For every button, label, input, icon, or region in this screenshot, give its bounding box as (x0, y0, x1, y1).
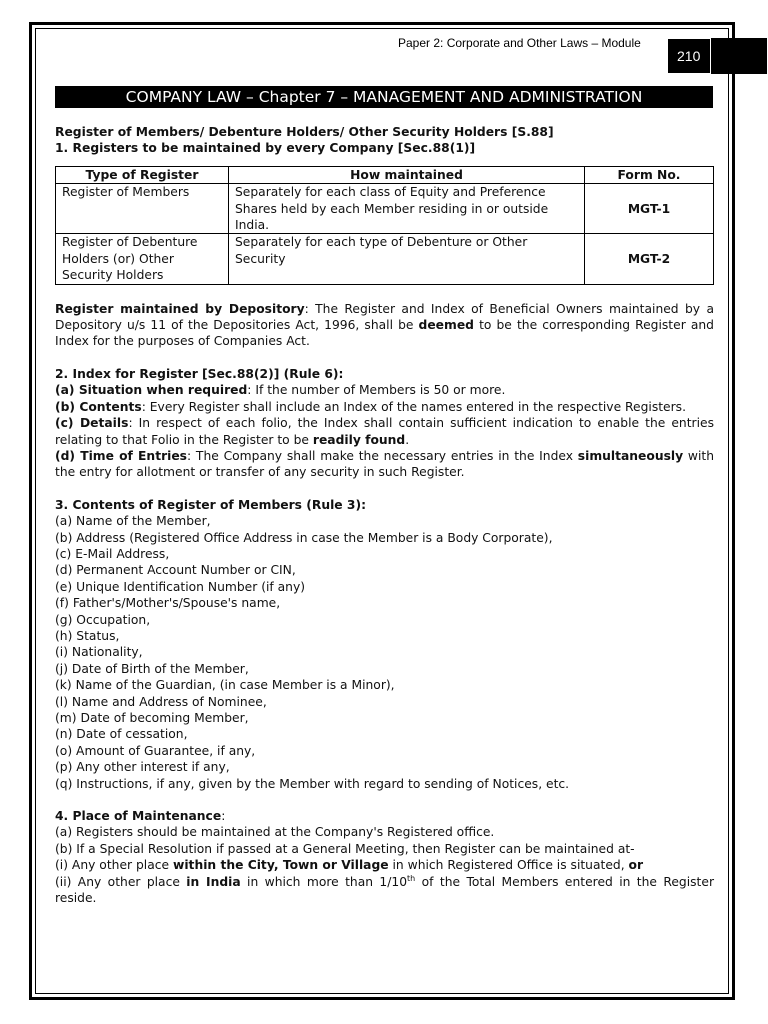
list-item: (q) Instructions, if any, given by the Member with regard to sending of Notices, etc. (55, 776, 570, 791)
list-item: (p) Any other interest if any, (55, 760, 230, 775)
contents-title: 3. Contents of Register of Members (Rule 3): (55, 497, 367, 512)
depository-label: Register maintained by Depository (55, 301, 305, 316)
list-item: (e) Unique Identification Number (if any) (55, 579, 306, 594)
section-subtitle: 1. Registers to be maintained by every Company [Sec.88(1)] (55, 141, 476, 156)
depository-paragraph: Register maintained by Depository: The Register and Index of Beneficial Owners maintained by a Depository u/s 11 of the Depositories Act, 1996, shall be deemed to be the corresponding Register and Index for the purposes of Companies Act. (55, 301, 714, 349)
list-item: (a) Name of the Member, (55, 514, 211, 529)
list-item: (k) Name of the Guardian, (in case Member is a Minor), (55, 678, 395, 693)
list-item: (o) Amount of Guarantee, if any, (55, 743, 256, 758)
place-item-ii: (ii) Any other place in India in which more than 1/10th of the Total Members entered in the Register reside. (55, 873, 714, 906)
column-header: Form No. (585, 166, 714, 183)
column-header: How maintained (229, 166, 585, 183)
register-form: MGT-1 (585, 184, 714, 234)
list-item: (b) Address (Registered Office Address in case the Member is a Body Corporate), (55, 530, 553, 545)
page-number: 210 (667, 38, 767, 74)
list-item: (d) Permanent Account Number or CIN, (55, 563, 296, 578)
chapter-title: COMPANY LAW – Chapter 7 – MANAGEMENT AND ADMINISTRATION (55, 86, 713, 108)
list-item: (l) Name and Address of Nominee, (55, 694, 267, 709)
list-item: (c) E-Mail Address, (55, 546, 170, 561)
place-item-b: (b) If a Special Resolution if passed at a General Meeting, then Register can be maintained at- (55, 841, 635, 856)
place-item-a: (a) Registers should be maintained at the Company's Registered office. (55, 825, 495, 840)
register-type: Register of Members (56, 184, 229, 234)
register-how: Separately for each type of Debenture or Other Security (229, 234, 585, 284)
list-item: (n) Date of cessation, (55, 727, 188, 742)
table-row (56, 184, 714, 234)
section-title: Register of Members/ Debenture Holders/ Other Security Holders [S.88] (55, 125, 554, 139)
list-item: (f) Father's/Mother's/Spouse's name, (55, 596, 281, 611)
page-content (55, 124, 714, 906)
list-item: (m) Date of becoming Member, (55, 711, 249, 725)
register-how: Separately for each class of Equity and Preference Shares held by each Member residing in or outside India. (229, 184, 585, 234)
list-item: (h) Status, (55, 628, 120, 643)
index-item-a: (a) Situation when required: If the number of Members is 50 or more. (55, 383, 506, 398)
table-row (56, 234, 714, 284)
list-item: (i) Nationality, (55, 645, 143, 660)
table-header-row (56, 166, 714, 183)
index-item-d: (d) Time of Entries: The Company shall make the necessary entries in the Index simultaneously with the entry for allotment or transfer of any security in such Register. (55, 448, 715, 480)
register-form: MGT-2 (585, 234, 714, 284)
list-item: (g) Occupation, (55, 612, 151, 627)
register-type: Register of Debenture Holders (or) Other Security Holders (56, 234, 229, 284)
list-item: (j) Date of Birth of the Member, (55, 661, 249, 676)
registers-table (55, 166, 714, 285)
index-item-b: (b) Contents: Every Register shall include an Index of the names entered in the respective Registers. (55, 399, 686, 414)
index-title: 2. Index for Register [Sec.88(2)] (Rule 6): (55, 366, 344, 381)
place-title: 4. Place of Maintenance: (55, 809, 226, 824)
index-item-c: (c) Details: In respect of each folio, the Index shall contain sufficient indication to enable the entries relating to that Folio in the Register to be readily found. (55, 416, 714, 447)
column-header: Type of Register (56, 166, 229, 183)
running-head: Paper 2: Corporate and Other Laws – Module (398, 36, 641, 50)
place-item-i: (i) Any other place within the City, Town or Village in which Registered Office is situated, or (55, 858, 644, 873)
